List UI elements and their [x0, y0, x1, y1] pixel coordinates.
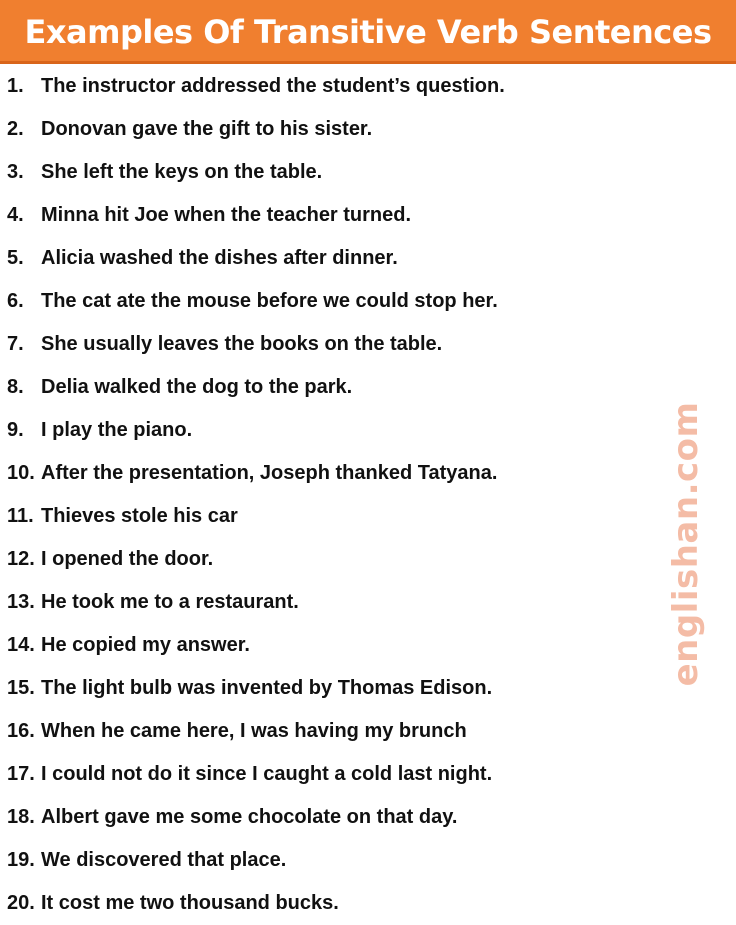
item-number: 5. — [7, 247, 24, 269]
item-text: She left the keys on the table. — [41, 161, 323, 183]
title-banner — [0, 0, 736, 64]
item-text: I opened the door. — [41, 548, 214, 570]
item-number: 17. — [7, 763, 35, 785]
item-number: 16. — [7, 720, 35, 742]
watermark: englishan.com — [666, 401, 706, 687]
item-number: 13. — [7, 591, 35, 613]
item-text: Donovan gave the gift to his sister. — [41, 118, 373, 140]
list-item — [0, 667, 736, 710]
item-text: The light bulb was invented by Thomas Edison. — [41, 677, 493, 699]
list-item — [0, 323, 736, 366]
item-text: When he came here, I was having my brunch — [41, 720, 467, 742]
item-number: 1. — [7, 75, 24, 97]
list-item — [0, 452, 736, 495]
list-item — [0, 237, 736, 280]
item-number: 10. — [7, 462, 35, 484]
item-text: It cost me two thousand bucks. — [41, 892, 339, 914]
list-item — [0, 65, 736, 108]
item-number: 14. — [7, 634, 35, 656]
item-text: We discovered that place. — [41, 849, 287, 871]
list-item — [0, 108, 736, 151]
list-item — [0, 280, 736, 323]
list-item — [0, 151, 736, 194]
watermark-container — [656, 401, 716, 687]
list-item — [0, 796, 736, 839]
item-text: Delia walked the dog to the park. — [41, 376, 353, 398]
item-number: 15. — [7, 677, 35, 699]
list-item — [0, 710, 736, 753]
list-item — [0, 366, 736, 409]
list-item — [0, 581, 736, 624]
list-item — [0, 409, 736, 452]
list-item — [0, 194, 736, 237]
list-item — [0, 624, 736, 667]
item-number: 19. — [7, 849, 35, 871]
item-text: After the presentation, Joseph thanked Tatyana. — [41, 462, 498, 484]
item-text: Alicia washed the dishes after dinner. — [41, 247, 398, 269]
item-number: 12. — [7, 548, 35, 570]
list-item — [0, 495, 736, 538]
item-text: The cat ate the mouse before we could stop her. — [41, 290, 498, 312]
item-text: She usually leaves the books on the table. — [41, 333, 443, 355]
list-item — [0, 839, 736, 882]
item-number: 6. — [7, 290, 24, 312]
item-number: 2. — [7, 118, 24, 140]
item-text: I could not do it since I caught a cold last night. — [41, 763, 493, 785]
item-number: 8. — [7, 376, 24, 398]
item-number: 20. — [7, 892, 35, 914]
list-item — [0, 538, 736, 581]
list-item — [0, 753, 736, 796]
item-number: 4. — [7, 204, 24, 226]
item-text: Thieves stole his car — [41, 505, 238, 527]
item-number: 9. — [7, 419, 24, 441]
list-item — [0, 882, 736, 925]
item-text: The instructor addressed the student’s question. — [41, 75, 505, 97]
item-number: 18. — [7, 806, 35, 828]
item-text: He took me to a restaurant. — [41, 591, 299, 613]
item-number: 11. — [7, 505, 34, 527]
item-text: Albert gave me some chocolate on that day. — [41, 806, 458, 828]
page-title: Examples Of Transitive Verb Sentences — [24, 13, 712, 51]
item-text: I play the piano. — [41, 419, 193, 441]
item-text: He copied my answer. — [41, 634, 250, 656]
item-number: 3. — [7, 161, 24, 183]
item-number: 7. — [7, 333, 24, 355]
item-text: Minna hit Joe when the teacher turned. — [41, 204, 412, 226]
